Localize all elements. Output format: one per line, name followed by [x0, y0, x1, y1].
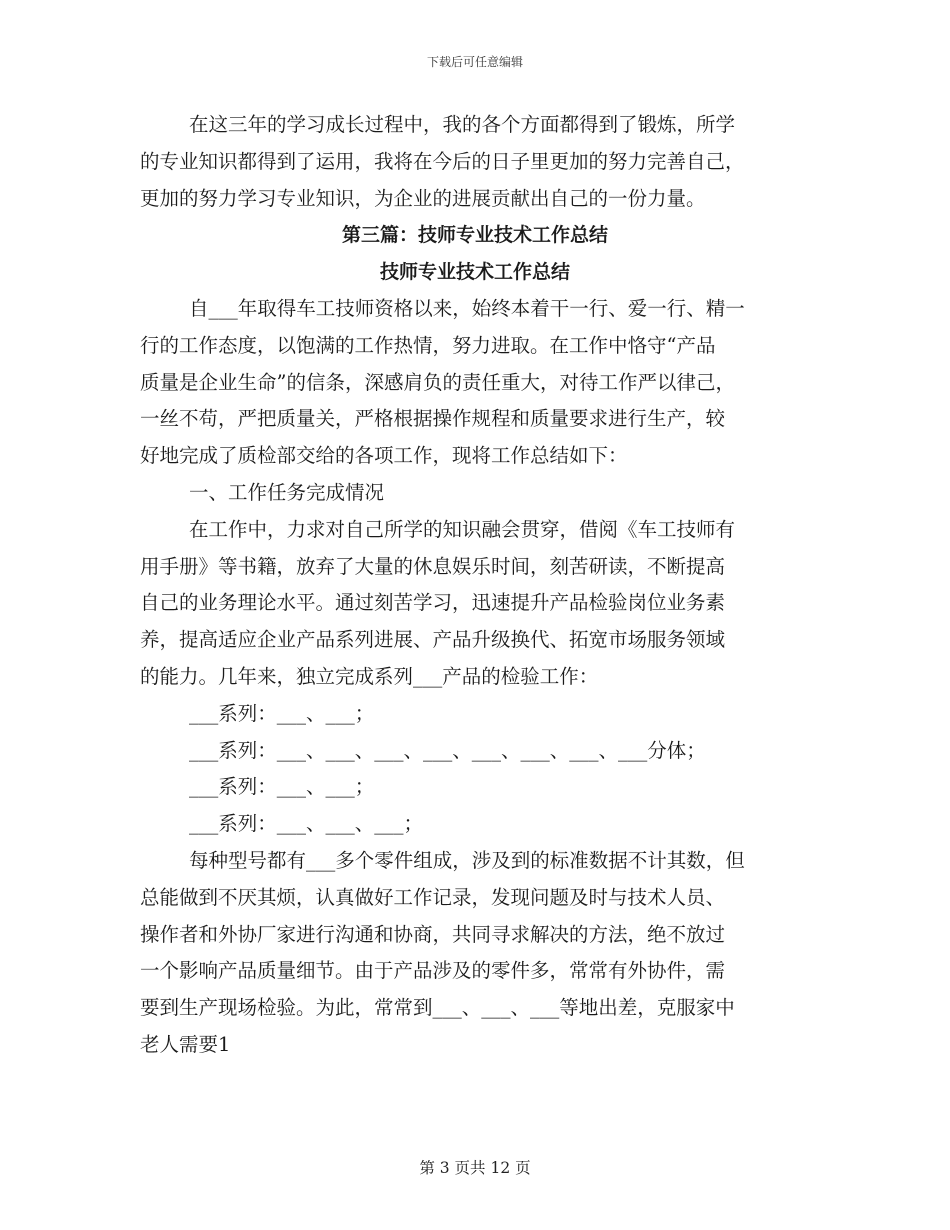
text-line: 质量是企业生命”的信条，深感肩负的责任重大，对待工作严以律己，	[140, 370, 735, 394]
text-line: 更加的努力学习专业知识，为企业的进展贡献出自己的一份力量。	[140, 186, 706, 210]
text-line: 在工作中，力求对自己所学的知识融会贯穿，借阅《车工技师有	[189, 517, 736, 541]
text-line: ___系列：___、___、___；	[189, 812, 424, 836]
text-line: 操作者和外协厂家进行沟通和协商，共同寻求解决的方法，绝不放过	[140, 922, 726, 946]
text-line: 总能做到不厌其烦，认真做好工作记录，发现问题及时与技术人员、	[140, 885, 726, 909]
text-line: 一、工作任务完成情况	[189, 480, 385, 504]
text-line: 自___年取得车工技师资格以来，始终本着干一行、爱一行、精一	[189, 296, 745, 320]
text-line: 在这三年的学习成长过程中，我的各个方面都得到了锻炼，所学	[189, 113, 736, 136]
text-line: 好地完成了质检部交给的各项工作，现将工作总结如下：	[140, 444, 628, 468]
document-body	[140, 107, 810, 1064]
text-line: ___系列：___、___；	[189, 701, 375, 725]
page-number: 第 3 页共 12 页	[419, 1159, 531, 1177]
text-line: 的专业知识都得到了运用，我将在今后的日子里更加的努力完善自己，	[140, 149, 745, 173]
text-line: 一个影响产品质量细节。由于产品涉及的零件多，常常有外协件，需	[140, 959, 726, 983]
section-heading: 技师专业技术工作总结	[379, 261, 570, 284]
page-header-note: 下载后可任意编辑	[426, 55, 523, 69]
text-line: 行的工作态度，以饱满的工作热情，努力进取。在工作中恪守“产品	[140, 333, 716, 357]
text-line: 养，提高适应企业产品系列进展、产品升级换代、拓宽市场服务领域	[140, 628, 726, 652]
text-line: 自己的业务理论水平。通过刻苦学习，迅速提升产品检验岗位业务素	[140, 591, 726, 615]
text-line: 一丝不苟，严把质量关，严格根据操作规程和质量要求进行生产，较	[140, 407, 726, 431]
text-line: 要到生产现场检验。为此，常常到___、___、___等地出差，克服家中	[140, 996, 735, 1020]
text-line: ___系列：___、___；	[189, 775, 375, 799]
text-line: 每种型号都有___多个零件组成，涉及到的标准数据不计其数，但	[189, 848, 745, 872]
text-line: 用手册》等书籍，放弃了大量的休息娱乐时间，刻苦研读，不断提高	[140, 554, 726, 578]
text-line: ___系列：___、___、___、___、___、___、___、___分体；	[189, 738, 706, 762]
text-line: 老人需要1	[140, 1032, 231, 1056]
section-heading: 第三篇：技师专业技术工作总结	[341, 224, 608, 247]
text-line: 的能力。几年来，独立完成系列___产品的检验工作：	[140, 664, 599, 688]
